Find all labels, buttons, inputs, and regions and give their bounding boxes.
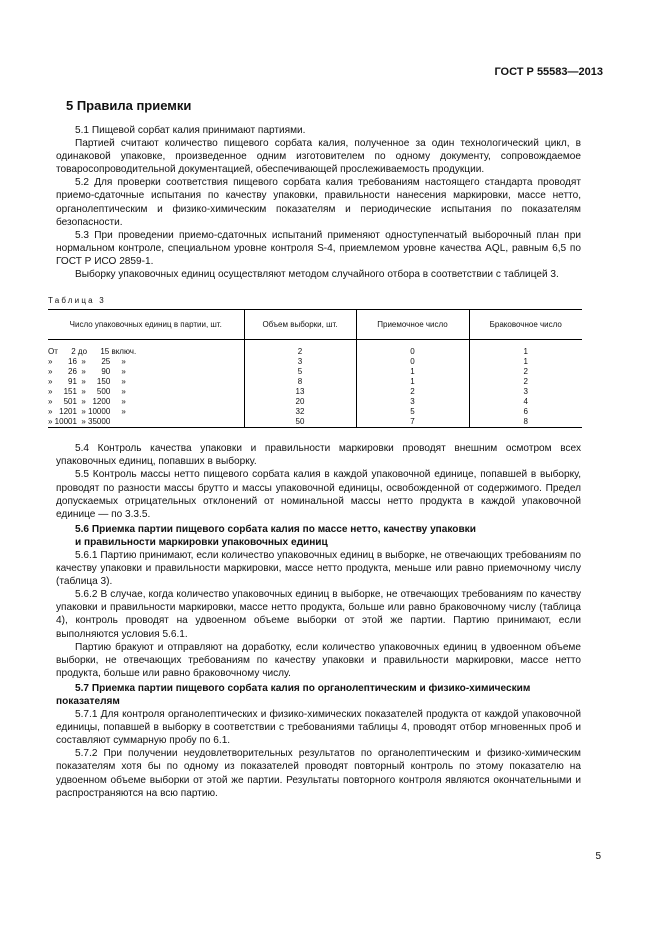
table-cell: » 26 » 90 » [48, 367, 126, 377]
table-header: Приемочное число [356, 310, 469, 340]
table-cell: 2 [356, 387, 469, 397]
section-title: 5 Правила приемки [66, 98, 192, 113]
table-cell: 2 [244, 340, 356, 358]
page-number: 5 [595, 851, 601, 862]
table-header: Число упаковочных единиц в партии, шт. [48, 310, 244, 340]
paragraph: 5.3 При проведении приемо-сдаточных испытаний применяют одноступенчатый выборочный план при нормальном контроле, специальном уровне контроля S-4, приемлемом уровне качества AQL, равным 6,5 по ГОСТ Р ИСО 2859-1. [56, 229, 581, 267]
table-row [48, 397, 582, 407]
table-cell: 0 [356, 357, 469, 367]
table-cell: 8 [244, 377, 356, 387]
table-row [48, 417, 582, 428]
document-body [48, 124, 581, 800]
table-cell: 5 [244, 367, 356, 377]
table-cell: 13 [244, 387, 356, 397]
table-row [48, 367, 582, 377]
table-cell: 1 [356, 377, 469, 387]
subsection-heading [56, 523, 581, 549]
paragraph: 5.5 Контроль массы нетто пищевого сорбата калия в каждой упаковочной единице, попавшей в выборку, проводят по разности массы брутто и массы упаковочной единицы, освобожденной от содержимого. Предел допускаемых отрицательных отклонений от номинальной массы нетто продукта в каждой упаковочной единице — по 3.3.5. [56, 469, 581, 520]
table-cell: От 2 до 15 включ. [48, 347, 137, 357]
table-row [48, 387, 582, 397]
table-row [48, 357, 582, 367]
subsection-heading: 5.7 Приемка партии пищевого сорбата калия по органолептическим и физико-химическим показателям [56, 682, 531, 707]
table-cell: 32 [244, 407, 356, 417]
table-cell: 0 [356, 340, 469, 358]
table-cell: 3 [244, 357, 356, 367]
table-cell: 2 [469, 367, 582, 377]
table-cell: 5 [356, 407, 469, 417]
table-cell: » 501 » 1200 » [48, 397, 126, 407]
paragraph: 5.7.2 При получении неудовлетворительных результатов по органолептическим и физико-химическим показателям хотя бы по одному из показателей проводят повторный контроль по этому показателю на удвоенном объеме выборки от этой же партии. Результаты повторного контроля являются окончательными и распространяются на всю партию. [56, 748, 581, 799]
paragraph: 5.4 Контроль качества упаковки и правильности маркировки проводят внешним осмотром всех упаковочных единиц, попавших в выборку. [56, 443, 581, 468]
table-cell: 1 [356, 367, 469, 377]
table-cell: 4 [469, 397, 582, 407]
paragraph: Партию бракуют и отправляют на доработку, если количество упаковочных единиц в удвоенном объеме выборки, не отвечающих требованиям по качеству упаковки и правильности маркировки, массе нетто продукта, больше или равно браковочному числу. [56, 641, 581, 679]
table-cell: » 1201 » 10000 » [48, 407, 126, 417]
table-cell: 1 [469, 340, 582, 358]
table-cell: 8 [469, 417, 582, 428]
heading-line: и правильности маркировки упаковочных единиц [75, 536, 328, 548]
document-header: ГОСТ Р 55583—2013 [494, 66, 603, 78]
paragraph: 5.7.1 Для контроля органолептических и физико-химических показателей продукта от каждой упаковочной единицы, попавшей в выборку в соответствии с требованиями таблицы 4, проводят отбор мгновенных проб и составляют суммарную пробу по 6.1. [56, 709, 581, 747]
table-header: Браковочное число [469, 310, 582, 340]
table-header: Объем выборки, шт. [244, 310, 356, 340]
table-cell: 6 [469, 407, 582, 417]
paragraph: 5.2 Для проверки соответствия пищевого сорбата калия требованиям настоящего стандарта проводят приемо-сдаточные испытания по качеству упаковки, правильности нанесения маркировки, массе нетто, органолептическим и физико-химическим показателям и периодические испытания по показателям безопасности. [56, 177, 581, 228]
heading-line: 5.6 Приемка партии пищевого сорбата калия по массе нетто, качеству упаковки [75, 523, 476, 535]
table-row [48, 377, 582, 387]
paragraph: 5.1 Пищевой сорбат калия принимают партиями. [75, 125, 306, 136]
table-cell: 3 [356, 397, 469, 407]
table-cell: » 16 » 25 » [48, 357, 126, 367]
table-cell: 1 [469, 357, 582, 367]
table-cell: » 91 » 150 » [48, 377, 126, 387]
table-cell: 50 [244, 417, 356, 428]
table-cell: 7 [356, 417, 469, 428]
table-row [48, 407, 582, 417]
paragraph: Партией считают количество пищевого сорбата калия, полученное за один технологический цикл, в одинаковой упаковке, произведенное одним изготовителем по одному документу, сопровождаемое товаросопроводительной документацией, обеспечивающей прослеживаемость продукции. [56, 138, 581, 176]
paragraph: Выборку упаковочных единиц осуществляют методом случайного отбора в соответствии с таблицей 3. [75, 269, 559, 281]
table-cell: 20 [244, 397, 356, 407]
table-3 [48, 309, 582, 428]
table-cell: 3 [469, 387, 582, 397]
paragraph: 5.6.2 В случае, когда количество упаковочных единиц в выборке, не отвечающих требованиям по качеству упаковки и правильности маркировки, массе нетто продукта, больше или равно браковочному числу (таблица 4), контроль проводят на удвоенном объеме выборки от этой же партии. Партию принимают, если выполняются условия 5.6.1. [56, 589, 581, 640]
table-row [48, 340, 582, 358]
table-cell: 2 [469, 377, 582, 387]
table-cell: » 151 » 500 » [48, 387, 126, 397]
paragraph: 5.6.1 Партию принимают, если количество упаковочных единиц в выборке, не отвечающих требованиям по качеству упаковки и правильности маркировки, массе нетто продукта, меньше или равно приемочному числу (таблица 3). [56, 549, 581, 588]
table-cell: » 10001 » 35000 [48, 417, 244, 428]
table-caption: Таблица 3 [48, 296, 106, 306]
